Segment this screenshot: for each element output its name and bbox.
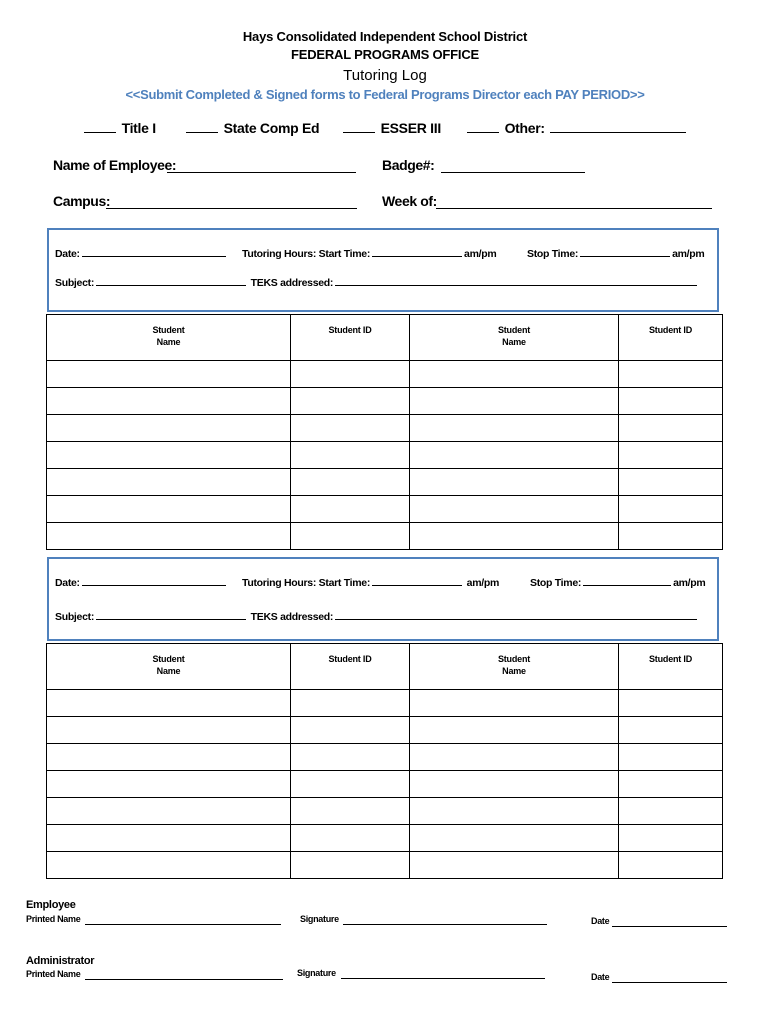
student-id-header: Student ID xyxy=(291,315,410,361)
student-id-cell[interactable] xyxy=(619,496,723,523)
student-id-cell[interactable] xyxy=(619,717,723,744)
student-name-cell[interactable] xyxy=(47,690,291,717)
date-label: Date: xyxy=(55,248,80,260)
student-name-cell[interactable] xyxy=(47,771,291,798)
administrator-signature-title: Administrator xyxy=(26,955,95,967)
tutoring-hours-label: Tutoring Hours: xyxy=(242,248,317,260)
student-name-cell[interactable] xyxy=(410,469,619,496)
start-ampm-label: am/pm xyxy=(466,577,499,589)
funding-checkmark-blank[interactable] xyxy=(343,120,375,133)
student-id-cell[interactable] xyxy=(291,469,410,496)
student-name-cell[interactable] xyxy=(47,825,291,852)
employee-signature-title: Employee xyxy=(26,899,76,911)
stop-time-field[interactable] xyxy=(583,573,671,586)
funding-checkmark-blank[interactable] xyxy=(84,120,116,133)
student-name-cell[interactable] xyxy=(410,388,619,415)
table-row xyxy=(47,825,723,852)
student-id-cell[interactable] xyxy=(291,771,410,798)
table-row xyxy=(47,690,723,717)
session-stop-row xyxy=(527,244,704,260)
student-id-cell[interactable] xyxy=(291,717,410,744)
student-id-cell[interactable] xyxy=(619,469,723,496)
teks-label: TEKS addressed: xyxy=(250,277,334,289)
administrator-printed-name-label: Printed Name xyxy=(26,969,81,979)
employee-signature-field[interactable] xyxy=(343,924,547,925)
table-row xyxy=(47,852,723,879)
student-name-cell[interactable] xyxy=(47,415,291,442)
week-of-label: Week of: xyxy=(382,193,437,209)
session-subject-row xyxy=(55,273,699,289)
teks-field[interactable] xyxy=(335,273,697,286)
student-name-header: Student Name xyxy=(410,644,619,690)
student-id-cell[interactable] xyxy=(291,523,410,550)
student-id-cell[interactable] xyxy=(619,825,723,852)
student-id-cell[interactable] xyxy=(619,523,723,550)
administrator-date-label: Date xyxy=(591,972,610,982)
student-name-header: Student Name xyxy=(47,315,291,361)
stop-time-label: Stop Time: xyxy=(527,248,579,260)
employee-signature-label: Signature xyxy=(300,914,339,924)
student-roster-table-2 xyxy=(46,643,723,879)
student-name-cell[interactable] xyxy=(410,496,619,523)
subject-label: Subject: xyxy=(55,611,95,623)
session-box-1 xyxy=(47,228,719,312)
student-id-cell[interactable] xyxy=(619,798,723,825)
student-name-cell[interactable] xyxy=(47,852,291,879)
stop-time-label: Stop Time: xyxy=(530,577,582,589)
student-id-header: Student ID xyxy=(619,644,723,690)
student-id-cell[interactable] xyxy=(619,852,723,879)
administrator-date-field[interactable] xyxy=(612,982,727,983)
session-box-2 xyxy=(47,557,719,641)
student-id-header: Student ID xyxy=(619,315,723,361)
student-id-cell[interactable] xyxy=(291,442,410,469)
funding-label: Other: xyxy=(504,120,545,136)
session-hours-row xyxy=(242,573,499,589)
student-id-cell[interactable] xyxy=(291,744,410,771)
student-name-header: Student Name xyxy=(410,315,619,361)
submission-instruction: <<Submit Completed & Signed forms to Federal Programs Director each PAY PERIOD>> xyxy=(125,87,645,102)
student-name-cell[interactable] xyxy=(47,388,291,415)
employee-date-label: Date xyxy=(591,916,610,926)
tutoring-hours-label: Tutoring Hours: xyxy=(242,577,317,589)
student-name-cell[interactable] xyxy=(410,415,619,442)
student-name-cell[interactable] xyxy=(410,825,619,852)
student-name-cell[interactable] xyxy=(410,852,619,879)
table-row xyxy=(47,496,723,523)
district-name: Hays Consolidated Independent School District xyxy=(242,29,528,44)
session-hours-row xyxy=(242,244,496,260)
student-name-cell[interactable] xyxy=(410,798,619,825)
date-label: Date: xyxy=(55,577,80,589)
form-title: Tutoring Log xyxy=(343,67,427,84)
subject-label: Subject: xyxy=(55,277,95,289)
table-row xyxy=(47,523,723,550)
student-name-cell[interactable] xyxy=(410,523,619,550)
employee-name-field[interactable] xyxy=(167,172,356,173)
funding-option-esser-iii[interactable] xyxy=(341,120,441,136)
student-id-header: Student ID xyxy=(291,644,410,690)
student-id-cell[interactable] xyxy=(291,690,410,717)
table-row xyxy=(47,469,723,496)
funding-option-other[interactable] xyxy=(465,120,688,136)
student-name-cell[interactable] xyxy=(410,744,619,771)
badge-field[interactable] xyxy=(441,172,585,173)
session-date-row xyxy=(55,244,228,260)
student-name-cell[interactable] xyxy=(410,442,619,469)
table-row xyxy=(47,744,723,771)
roster-body-1 xyxy=(47,361,723,550)
date-field[interactable] xyxy=(82,244,226,257)
funding-checkmark-blank[interactable] xyxy=(186,120,218,133)
start-time-field[interactable] xyxy=(372,244,462,257)
subject-field[interactable] xyxy=(96,607,246,620)
table-row xyxy=(47,361,723,388)
session-stop-row xyxy=(530,573,705,589)
student-id-cell[interactable] xyxy=(291,361,410,388)
funding-checkmark-blank[interactable] xyxy=(467,120,499,133)
employee-name-label: Name of Employee: xyxy=(53,157,177,173)
date-field[interactable] xyxy=(82,573,226,586)
student-id-cell[interactable] xyxy=(291,496,410,523)
session-subject-row xyxy=(55,607,699,623)
student-name-cell[interactable] xyxy=(410,690,619,717)
other-funding-field[interactable] xyxy=(550,120,686,133)
week-of-field[interactable] xyxy=(436,208,712,209)
employee-printed-name-label: Printed Name xyxy=(26,914,81,924)
student-name-cell[interactable] xyxy=(47,798,291,825)
student-name-cell[interactable] xyxy=(410,771,619,798)
student-id-cell[interactable] xyxy=(619,771,723,798)
office-name: FEDERAL PROGRAMS OFFICE xyxy=(290,47,479,62)
session-date-row xyxy=(55,573,228,589)
administrator-signature-label: Signature xyxy=(297,968,336,978)
student-name-cell[interactable] xyxy=(47,469,291,496)
stop-time-field[interactable] xyxy=(580,244,670,257)
start-time-label: Start Time: xyxy=(318,248,371,260)
subject-field[interactable] xyxy=(96,273,246,286)
start-time-label: Start Time: xyxy=(318,577,371,589)
student-id-cell[interactable] xyxy=(619,744,723,771)
roster-body-2 xyxy=(47,690,723,879)
funding-label: Title I xyxy=(121,120,156,136)
start-ampm-label: am/pm xyxy=(464,248,497,260)
student-id-cell[interactable] xyxy=(291,415,410,442)
funding-label: State Comp Ed xyxy=(223,120,320,136)
student-id-cell[interactable] xyxy=(291,852,410,879)
student-id-cell[interactable] xyxy=(291,825,410,852)
student-name-cell[interactable] xyxy=(47,744,291,771)
campus-field[interactable] xyxy=(106,208,357,209)
table-row xyxy=(47,717,723,744)
student-name-header: Student Name xyxy=(47,644,291,690)
administrator-printed-name-field[interactable] xyxy=(85,979,283,980)
student-name-cell[interactable] xyxy=(47,717,291,744)
student-name-cell[interactable] xyxy=(47,361,291,388)
teks-field[interactable] xyxy=(335,607,697,620)
student-id-cell[interactable] xyxy=(619,361,723,388)
employee-printed-name-field[interactable] xyxy=(85,924,281,925)
student-name-cell[interactable] xyxy=(410,717,619,744)
table-row xyxy=(47,442,723,469)
student-name-cell[interactable] xyxy=(47,496,291,523)
table-row xyxy=(47,388,723,415)
teks-label: TEKS addressed: xyxy=(250,611,334,623)
student-id-cell[interactable] xyxy=(619,690,723,717)
funding-label: ESSER III xyxy=(380,120,441,136)
student-id-cell[interactable] xyxy=(291,388,410,415)
start-time-field[interactable] xyxy=(372,573,462,586)
stop-ampm-label: am/pm xyxy=(673,577,706,589)
table-row xyxy=(47,415,723,442)
employee-date-field[interactable] xyxy=(612,926,727,927)
administrator-signature-field[interactable] xyxy=(341,978,545,979)
table-row xyxy=(47,798,723,825)
funding-option-state-comp-ed[interactable] xyxy=(184,120,319,136)
student-id-cell[interactable] xyxy=(619,415,723,442)
student-id-cell[interactable] xyxy=(619,388,723,415)
stop-ampm-label: am/pm xyxy=(672,248,705,260)
table-row xyxy=(47,771,723,798)
student-name-cell[interactable] xyxy=(47,523,291,550)
campus-label: Campus: xyxy=(53,193,111,209)
funding-option-title-i[interactable] xyxy=(82,120,156,136)
table-header-row xyxy=(47,315,723,361)
student-id-cell[interactable] xyxy=(619,442,723,469)
student-name-cell[interactable] xyxy=(47,442,291,469)
student-roster-table-1 xyxy=(46,314,723,550)
table-header-row xyxy=(47,644,723,690)
student-name-cell[interactable] xyxy=(410,361,619,388)
badge-label: Badge#: xyxy=(382,157,435,173)
student-id-cell[interactable] xyxy=(291,798,410,825)
